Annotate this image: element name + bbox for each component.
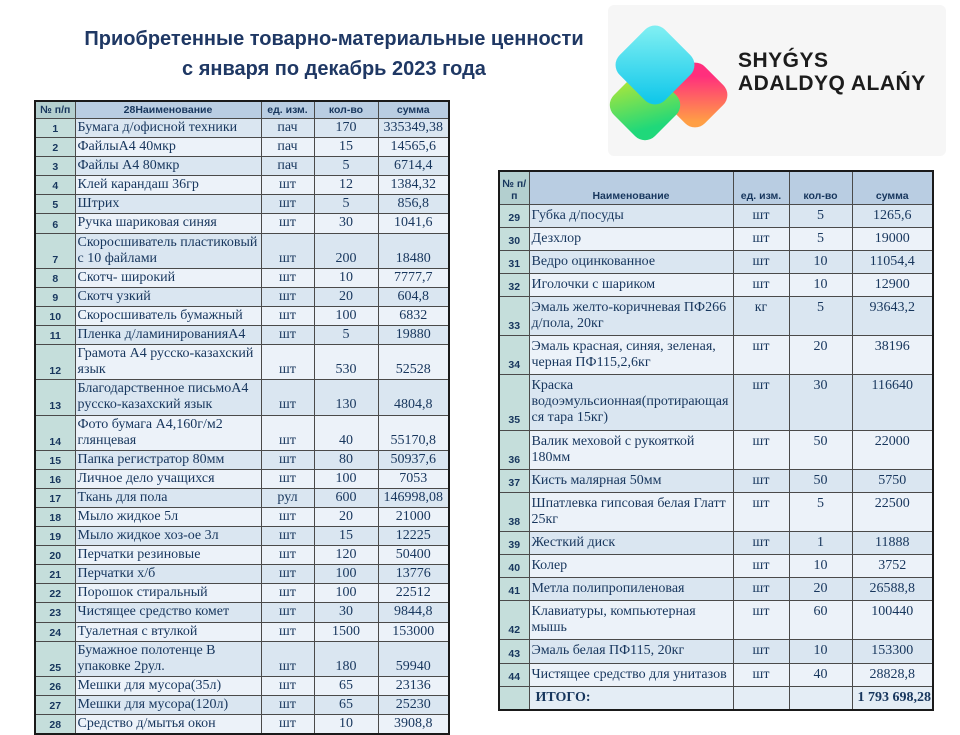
cell-sum: 93643,2	[852, 296, 933, 335]
page-title	[0, 24, 668, 84]
table-row	[499, 469, 933, 492]
cell-num: 29	[499, 204, 529, 227]
table-row	[35, 584, 449, 603]
cell-qty: 30	[789, 375, 852, 430]
cell-sum: 59940	[378, 641, 449, 676]
cell-num: 33	[499, 296, 529, 335]
cell-sum: 22000	[852, 430, 933, 469]
cell-qty: 5	[789, 227, 852, 250]
logo	[608, 5, 946, 156]
table-row	[35, 676, 449, 695]
cell-qty: 10	[789, 555, 852, 578]
cell-sum: 23136	[378, 676, 449, 695]
logo-text	[738, 49, 926, 95]
cell-unit: шт	[261, 233, 314, 268]
cell-qty: 130	[314, 380, 378, 415]
table-row	[35, 450, 449, 469]
header-sum: сумма	[378, 101, 449, 119]
cell-sum: 5750	[852, 469, 933, 492]
cell-name: Эмаль красная, синяя, зеленая, черная ПФ115,2,6кг	[529, 336, 733, 375]
table-row	[35, 138, 449, 157]
table-row	[499, 640, 933, 663]
cell-unit: шт	[733, 532, 789, 555]
total-label: ИТОГО:	[529, 686, 733, 710]
cell-num: 19	[35, 527, 75, 546]
header-num: № п/п	[35, 101, 75, 119]
cell-sum: 19000	[852, 227, 933, 250]
cell-qty: 10	[314, 268, 378, 287]
cell-name: Ведро оцинкованное	[529, 250, 733, 273]
cell-num: 5	[35, 195, 75, 214]
cell-qty: 15	[314, 138, 378, 157]
cell-qty: 65	[314, 695, 378, 714]
cell-qty: 20	[789, 336, 852, 375]
cell-num: 8	[35, 268, 75, 287]
cell-qty: 15	[314, 527, 378, 546]
table-header-row	[35, 101, 449, 119]
cell-qty: 100	[314, 469, 378, 488]
cell-unit: пач	[261, 119, 314, 138]
cell-name: Мешки для мусора(120л)	[75, 695, 261, 714]
cell-num: 36	[499, 430, 529, 469]
cell-name: Жесткий диск	[529, 532, 733, 555]
cell-name: Клавиатуры, компьютерная мышь	[529, 601, 733, 640]
cell-num: 13	[35, 380, 75, 415]
cell-qty: 200	[314, 233, 378, 268]
table-row	[35, 469, 449, 488]
logo-text-line2: ADALDYQ ALAŃY	[738, 72, 926, 96]
cell-sum: 3752	[852, 555, 933, 578]
cell-qty: 5	[789, 204, 852, 227]
cell-sum: 52528	[378, 345, 449, 380]
cell-qty: 20	[314, 507, 378, 526]
cell-num: 43	[499, 640, 529, 663]
cell-qty: 100	[314, 565, 378, 584]
cell-num: 17	[35, 488, 75, 507]
cell-name: Средство д/мытья окон	[75, 715, 261, 735]
cell-name: Эмаль белая ПФ115, 20кг	[529, 640, 733, 663]
table-row	[35, 695, 449, 714]
cell-name: Штрих	[75, 195, 261, 214]
cell-name: Бумага д/офисной техники	[75, 119, 261, 138]
table-row	[35, 306, 449, 325]
cell-name: Скотч узкий	[75, 287, 261, 306]
table-row	[35, 488, 449, 507]
cell-sum: 21000	[378, 507, 449, 526]
cell-num: 11	[35, 326, 75, 345]
cell-name: Иголочки с шариком	[529, 273, 733, 296]
cell-sum: 335349,38	[378, 119, 449, 138]
cell-qty: 30	[314, 603, 378, 622]
table-row	[35, 380, 449, 415]
cell-num: 40	[499, 555, 529, 578]
cell-sum: 38196	[852, 336, 933, 375]
cell-sum: 153300	[852, 640, 933, 663]
cell-num: 38	[499, 492, 529, 531]
cell-unit: шт	[261, 603, 314, 622]
cell-qty: 65	[314, 676, 378, 695]
cell-num: 21	[35, 565, 75, 584]
header-name: Наименование	[529, 171, 733, 204]
cell-num: 34	[499, 336, 529, 375]
cell-qty: 60	[789, 601, 852, 640]
header-num: № п/п	[499, 171, 529, 204]
cell-sum: 146998,08	[378, 488, 449, 507]
cell-sum: 12900	[852, 273, 933, 296]
cell-num: 32	[499, 273, 529, 296]
total-unit-cell	[733, 686, 789, 710]
cell-sum: 11054,4	[852, 250, 933, 273]
cell-sum: 26588,8	[852, 578, 933, 601]
cell-unit: шт	[261, 507, 314, 526]
table-row	[35, 233, 449, 268]
table-row	[499, 532, 933, 555]
cell-unit: шт	[261, 287, 314, 306]
cell-name: Кисть малярная 50мм	[529, 469, 733, 492]
table-row	[35, 157, 449, 176]
cell-num: 27	[35, 695, 75, 714]
cell-sum: 3908,8	[378, 715, 449, 735]
table-row	[35, 268, 449, 287]
cell-sum: 604,8	[378, 287, 449, 306]
cell-qty: 600	[314, 488, 378, 507]
table-row	[499, 601, 933, 640]
cell-qty: 170	[314, 119, 378, 138]
cell-num: 44	[499, 663, 529, 686]
cell-name: Чистящее средство комет	[75, 603, 261, 622]
table-header-row	[499, 171, 933, 204]
cell-qty: 30	[314, 214, 378, 233]
cell-num: 18	[35, 507, 75, 526]
cell-name: Чистящее средство для унитазов	[529, 663, 733, 686]
table-row	[499, 492, 933, 531]
cell-sum: 6832	[378, 306, 449, 325]
cell-num: 35	[499, 375, 529, 430]
page-title-line2: с января по декабрь 2023 года	[182, 58, 486, 80]
cell-unit: шт	[261, 306, 314, 325]
table-row	[35, 214, 449, 233]
cell-sum: 856,8	[378, 195, 449, 214]
cell-name: Колер	[529, 555, 733, 578]
cell-num: 23	[35, 603, 75, 622]
cell-sum: 7777,7	[378, 268, 449, 287]
cell-name: Ткань для пола	[75, 488, 261, 507]
cell-qty: 5	[789, 296, 852, 335]
header-qty: кол-во	[789, 171, 852, 204]
cell-sum: 50937,6	[378, 450, 449, 469]
table-row	[35, 507, 449, 526]
cell-num: 3	[35, 157, 75, 176]
table-row	[35, 176, 449, 195]
cell-name: Перчатки резиновые	[75, 546, 261, 565]
cell-qty: 5	[314, 157, 378, 176]
cell-qty: 50	[789, 430, 852, 469]
header-name: 28Наименование	[75, 101, 261, 119]
cell-unit: шт	[733, 555, 789, 578]
cell-name: Мыло жидкое 5л	[75, 507, 261, 526]
cell-num: 6	[35, 214, 75, 233]
cell-qty: 1500	[314, 622, 378, 641]
cell-unit: шт	[261, 268, 314, 287]
total-num-cell	[499, 686, 529, 710]
cell-num: 39	[499, 532, 529, 555]
table-row	[499, 250, 933, 273]
table-row	[35, 345, 449, 380]
cell-qty: 40	[789, 663, 852, 686]
cell-num: 9	[35, 287, 75, 306]
cell-num: 16	[35, 469, 75, 488]
cell-unit: шт	[733, 578, 789, 601]
table-row	[499, 227, 933, 250]
cell-name: Личное дело учащихся	[75, 469, 261, 488]
cell-sum: 1384,32	[378, 176, 449, 195]
table-row	[499, 663, 933, 686]
cell-name: Скоросшиватель пластиковый с 10 файлами	[75, 233, 261, 268]
cell-sum: 12225	[378, 527, 449, 546]
cell-unit: шт	[261, 380, 314, 415]
total-row	[499, 686, 933, 710]
cell-sum: 28828,8	[852, 663, 933, 686]
cell-num: 30	[499, 227, 529, 250]
cell-num: 31	[499, 250, 529, 273]
cell-unit: шт	[261, 326, 314, 345]
cell-name: Файлы А4 80мкр	[75, 157, 261, 176]
cell-num: 24	[35, 622, 75, 641]
table-row	[35, 565, 449, 584]
table-row	[35, 527, 449, 546]
header-unit: ед. изм.	[733, 171, 789, 204]
cell-sum: 25230	[378, 695, 449, 714]
cell-qty: 40	[314, 415, 378, 450]
cell-name: Скотч- широкий	[75, 268, 261, 287]
cell-qty: 530	[314, 345, 378, 380]
cell-qty: 10	[789, 273, 852, 296]
cell-name: Валик меховой с рукояткой 180мм	[529, 430, 733, 469]
total-qty-cell	[789, 686, 852, 710]
cell-unit: шт	[261, 345, 314, 380]
cell-unit: шт	[261, 214, 314, 233]
cell-num: 12	[35, 345, 75, 380]
cell-name: Метла полипропиленовая	[529, 578, 733, 601]
cell-qty: 10	[789, 640, 852, 663]
cell-name: Порошок стиральный	[75, 584, 261, 603]
table-row	[35, 119, 449, 138]
cell-name: Бумажное полотенце В упаковке 2рул.	[75, 641, 261, 676]
logo-text-line1: SHYǴYS	[738, 49, 829, 72]
cell-sum: 1041,6	[378, 214, 449, 233]
cell-name: Грамота А4 русско-казахский язык	[75, 345, 261, 380]
cell-qty: 10	[789, 250, 852, 273]
cell-sum: 4804,8	[378, 380, 449, 415]
cell-unit: шт	[733, 375, 789, 430]
cell-num: 20	[35, 546, 75, 565]
cell-num: 25	[35, 641, 75, 676]
cell-unit: шт	[733, 227, 789, 250]
cell-sum: 7053	[378, 469, 449, 488]
cell-qty: 20	[789, 578, 852, 601]
table-row	[35, 287, 449, 306]
cell-unit: пач	[261, 157, 314, 176]
cell-num: 42	[499, 601, 529, 640]
cell-num: 22	[35, 584, 75, 603]
cell-unit: шт	[733, 336, 789, 375]
cell-num: 26	[35, 676, 75, 695]
table-row	[35, 546, 449, 565]
cell-name: Благодарственное письмоА4 русско-казахский язык	[75, 380, 261, 415]
header-qty: кол-во	[314, 101, 378, 119]
cell-qty: 5	[314, 326, 378, 345]
cell-name: Мыло жидкое хоз-ое 3л	[75, 527, 261, 546]
table-row	[499, 555, 933, 578]
table-row	[35, 415, 449, 450]
cell-unit: шт	[261, 195, 314, 214]
table-row	[35, 603, 449, 622]
cell-sum: 116640	[852, 375, 933, 430]
cell-qty: 1	[789, 532, 852, 555]
cell-name: Туалетная с втулкой	[75, 622, 261, 641]
table-row	[35, 622, 449, 641]
cell-name: Мешки для мусора(35л)	[75, 676, 261, 695]
cell-sum: 50400	[378, 546, 449, 565]
cell-unit: пач	[261, 138, 314, 157]
cell-unit: шт	[733, 250, 789, 273]
cell-name: Шпатлевка гипсовая белая Глатт 25кг	[529, 492, 733, 531]
page-title-line1: Приобретенные товарно-материальные ценности	[84, 28, 584, 50]
cell-unit: шт	[261, 176, 314, 195]
cell-unit: кг	[733, 296, 789, 335]
cell-name: Скоросшиватель бумажный	[75, 306, 261, 325]
cell-unit: шт	[733, 640, 789, 663]
cell-qty: 50	[789, 469, 852, 492]
cell-unit: шт	[261, 641, 314, 676]
table-row	[35, 195, 449, 214]
cell-sum: 19880	[378, 326, 449, 345]
cell-unit: шт	[261, 469, 314, 488]
cell-qty: 120	[314, 546, 378, 565]
cell-num: 37	[499, 469, 529, 492]
cell-unit: шт	[733, 273, 789, 296]
cell-qty: 20	[314, 287, 378, 306]
cell-name: Клей карандаш 36гр	[75, 176, 261, 195]
cell-unit: шт	[733, 469, 789, 492]
cell-sum: 153000	[378, 622, 449, 641]
cell-unit: шт	[733, 663, 789, 686]
cell-sum: 14565,6	[378, 138, 449, 157]
cell-sum: 22500	[852, 492, 933, 531]
table-row	[499, 336, 933, 375]
cell-unit: шт	[261, 415, 314, 450]
cell-name: Эмаль желто-коричневая ПФ266 д/пола, 20кг	[529, 296, 733, 335]
cell-unit: шт	[261, 450, 314, 469]
cell-sum: 1265,6	[852, 204, 933, 227]
cell-unit: шт	[261, 715, 314, 735]
table-row	[499, 430, 933, 469]
cell-name: Папка регистратор 80мм	[75, 450, 261, 469]
cell-qty: 100	[314, 306, 378, 325]
cell-qty: 10	[314, 715, 378, 735]
purchases-table-left	[34, 100, 450, 735]
cell-name: Пленка д/ламинированияА4	[75, 326, 261, 345]
cell-name: Губка д/посуды	[529, 204, 733, 227]
cell-sum: 13776	[378, 565, 449, 584]
total-value: 1 793 698,28	[852, 686, 933, 710]
cell-sum: 22512	[378, 584, 449, 603]
cell-num: 1	[35, 119, 75, 138]
cell-num: 10	[35, 306, 75, 325]
cell-sum: 11888	[852, 532, 933, 555]
cell-sum: 18480	[378, 233, 449, 268]
cell-sum: 100440	[852, 601, 933, 640]
header-sum: сумма	[852, 171, 933, 204]
cell-unit: шт	[261, 546, 314, 565]
cell-unit: шт	[261, 565, 314, 584]
cell-name: Ручка шариковая синяя	[75, 214, 261, 233]
cell-num: 2	[35, 138, 75, 157]
cell-unit: шт	[261, 695, 314, 714]
cell-name: Фото бумага А4,160г/м2 глянцевая	[75, 415, 261, 450]
cell-unit: шт	[261, 676, 314, 695]
cell-qty: 5	[789, 492, 852, 531]
cell-num: 4	[35, 176, 75, 195]
cell-unit: шт	[261, 622, 314, 641]
cell-sum: 6714,4	[378, 157, 449, 176]
cell-unit: рул	[261, 488, 314, 507]
cell-name: ФайлыА4 40мкр	[75, 138, 261, 157]
purchases-table-right	[498, 170, 934, 711]
cell-unit: шт	[733, 430, 789, 469]
table-row	[35, 715, 449, 735]
cell-num: 14	[35, 415, 75, 450]
cell-num: 41	[499, 578, 529, 601]
cell-name: Перчатки х/б	[75, 565, 261, 584]
table-row	[499, 204, 933, 227]
table-row	[35, 641, 449, 676]
cell-unit: шт	[733, 492, 789, 531]
cell-qty: 80	[314, 450, 378, 469]
cell-num: 15	[35, 450, 75, 469]
cell-unit: шт	[261, 584, 314, 603]
cell-qty: 100	[314, 584, 378, 603]
cell-sum: 9844,8	[378, 603, 449, 622]
cell-unit: шт	[733, 204, 789, 227]
cell-unit: шт	[261, 527, 314, 546]
table-row	[499, 296, 933, 335]
cell-num: 28	[35, 715, 75, 735]
cell-qty: 12	[314, 176, 378, 195]
cell-qty: 5	[314, 195, 378, 214]
header-unit: ед. изм.	[261, 101, 314, 119]
table-row	[35, 326, 449, 345]
cell-name: Дезхлор	[529, 227, 733, 250]
table-row	[499, 375, 933, 430]
cell-qty: 180	[314, 641, 378, 676]
cell-name: Краска водоэмульсионная(протирающаяся тара 15кг)	[529, 375, 733, 430]
cell-num: 7	[35, 233, 75, 268]
cell-unit: шт	[733, 601, 789, 640]
table-row	[499, 273, 933, 296]
cell-sum: 55170,8	[378, 415, 449, 450]
table-row	[499, 578, 933, 601]
